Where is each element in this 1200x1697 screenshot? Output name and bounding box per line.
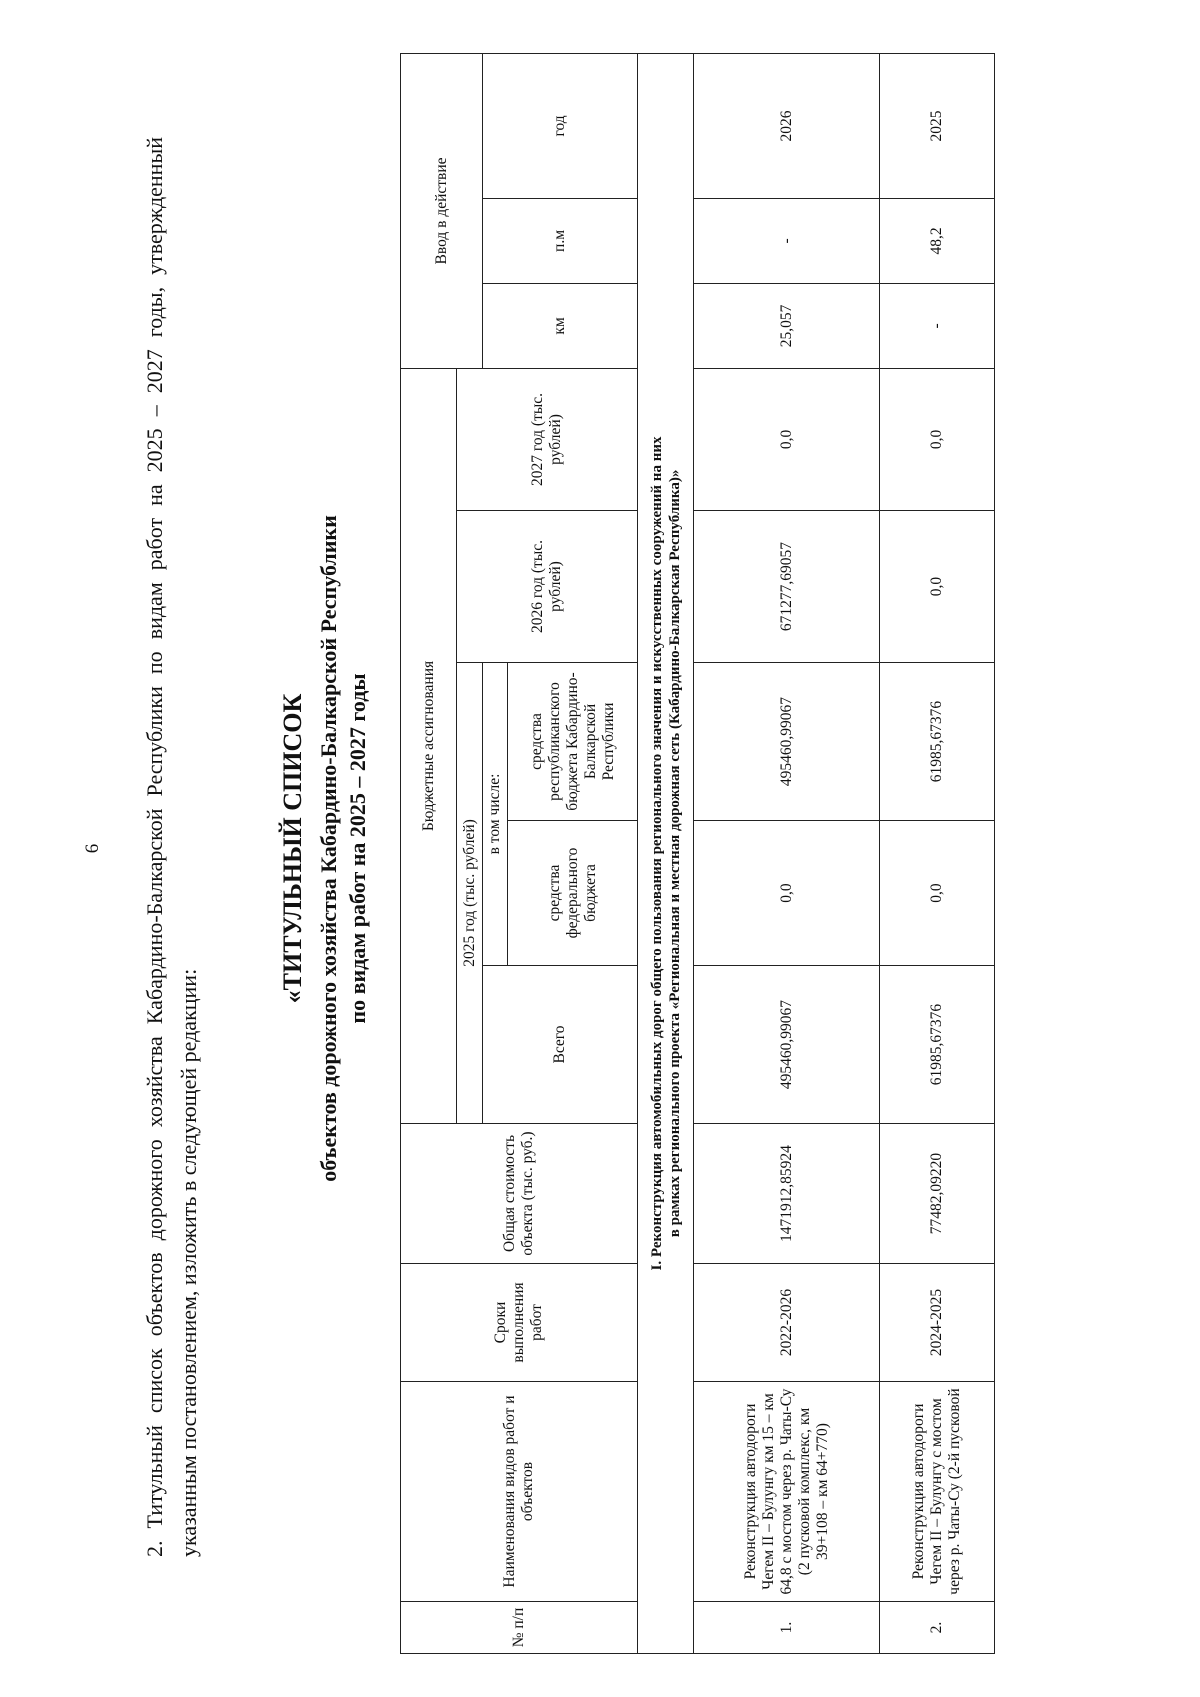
row-2026: 671277,69057 bbox=[694, 511, 880, 663]
header-including: в том числе: bbox=[483, 663, 508, 966]
header-commissioning: Ввод в действие bbox=[401, 53, 483, 368]
row-num: 1. bbox=[694, 1602, 880, 1654]
row-pm: - bbox=[694, 198, 880, 283]
row-terms: 2024-2025 bbox=[880, 1264, 995, 1382]
document-title: «ТИТУЛЬНЫЙ СПИСОК bbox=[278, 693, 307, 1004]
intro-paragraph: 2. Титульный список объектов дорожного хозяйства Кабардино-Балкарской Республики по видам работ на 2025 – 2027 годы, утвержденный указанным постановлением, изложить в следующей редакции: bbox=[142, 137, 201, 1557]
row-name: Реконструкция автодороги Чегем II – Булунгу с мостом через р. Чаты-Су (2-й пусковой bbox=[880, 1382, 995, 1602]
page-number: 6 bbox=[82, 843, 103, 854]
row-total: 495460,99067 bbox=[694, 966, 880, 1124]
table-row bbox=[880, 53, 995, 1653]
row-republican: 495460,99067 bbox=[694, 663, 880, 821]
document-subtitle-2: по видам работ на 2025 – 2027 годы bbox=[345, 673, 370, 1024]
section-heading bbox=[638, 53, 694, 1653]
row-republican: 61985,67376 bbox=[880, 663, 995, 821]
header-num: № п/п bbox=[401, 1602, 638, 1654]
row-year: 2025 bbox=[880, 53, 995, 198]
row-2026: 0,0 bbox=[880, 511, 995, 663]
document-subtitle-1: объектов дорожного хозяйства Кабардино-Балкарской Республики bbox=[316, 515, 341, 1182]
row-federal: 0,0 bbox=[694, 821, 880, 966]
row-total: 61985,67376 bbox=[880, 966, 995, 1124]
header-republican: средства республиканского бюджета Кабардино-Балкарской Республики bbox=[508, 663, 638, 821]
title-block bbox=[276, 0, 372, 1697]
row-terms: 2022-2026 bbox=[694, 1264, 880, 1382]
row-2027: 0,0 bbox=[694, 368, 880, 510]
section-row bbox=[638, 53, 694, 1653]
row-name: Реконструкция автодороги Чегем II – Булунгу км 15 – км 64,8 с мостом через р. Чаты-Су (2 пусковой комплекс, км 39+108 – км 64+770) bbox=[694, 1382, 880, 1602]
row-km: - bbox=[880, 283, 995, 368]
table-row bbox=[694, 53, 880, 1653]
section-heading-line-1: I. Реконструкция автомобильных дорог общего пользования регионального значения и искусственных сооружений на них bbox=[648, 436, 665, 1271]
row-km: 25,057 bbox=[694, 283, 880, 368]
header-2025: 2025 год (тыс. рублей) bbox=[457, 663, 483, 1124]
row-cost: 1471912,85924 bbox=[694, 1124, 880, 1264]
header-federal: средства федерального бюджета bbox=[508, 821, 638, 966]
header-row-1 bbox=[401, 53, 457, 1653]
header-2027: 2027 год (тыс. рублей) bbox=[457, 368, 638, 510]
row-pm: 48,2 bbox=[880, 198, 995, 283]
section-heading-line-2: в рамках регионального проекта «Региональная и местная дорожная сеть (Кабардино-Балкарская Республика)» bbox=[666, 469, 683, 1238]
header-2026: 2026 год (тыс. рублей) bbox=[457, 511, 638, 663]
header-km: км bbox=[483, 283, 638, 368]
header-budget: Бюджетные ассигнования bbox=[401, 368, 457, 1123]
title-list-table bbox=[400, 53, 995, 1654]
header-year: год bbox=[483, 53, 638, 198]
row-2027: 0,0 bbox=[880, 368, 995, 510]
header-terms: Сроки выполнения работ bbox=[401, 1264, 638, 1382]
row-num: 2. bbox=[880, 1602, 995, 1654]
row-federal: 0,0 bbox=[880, 821, 995, 966]
header-cost: Общая стоимость объекта (тыс. руб.) bbox=[401, 1124, 638, 1264]
header-total: Всего bbox=[483, 966, 638, 1124]
row-cost: 77482,09220 bbox=[880, 1124, 995, 1264]
header-name: Наименования видов работ и объектов bbox=[401, 1382, 638, 1602]
header-pm: п.м bbox=[483, 198, 638, 283]
row-year: 2026 bbox=[694, 53, 880, 198]
